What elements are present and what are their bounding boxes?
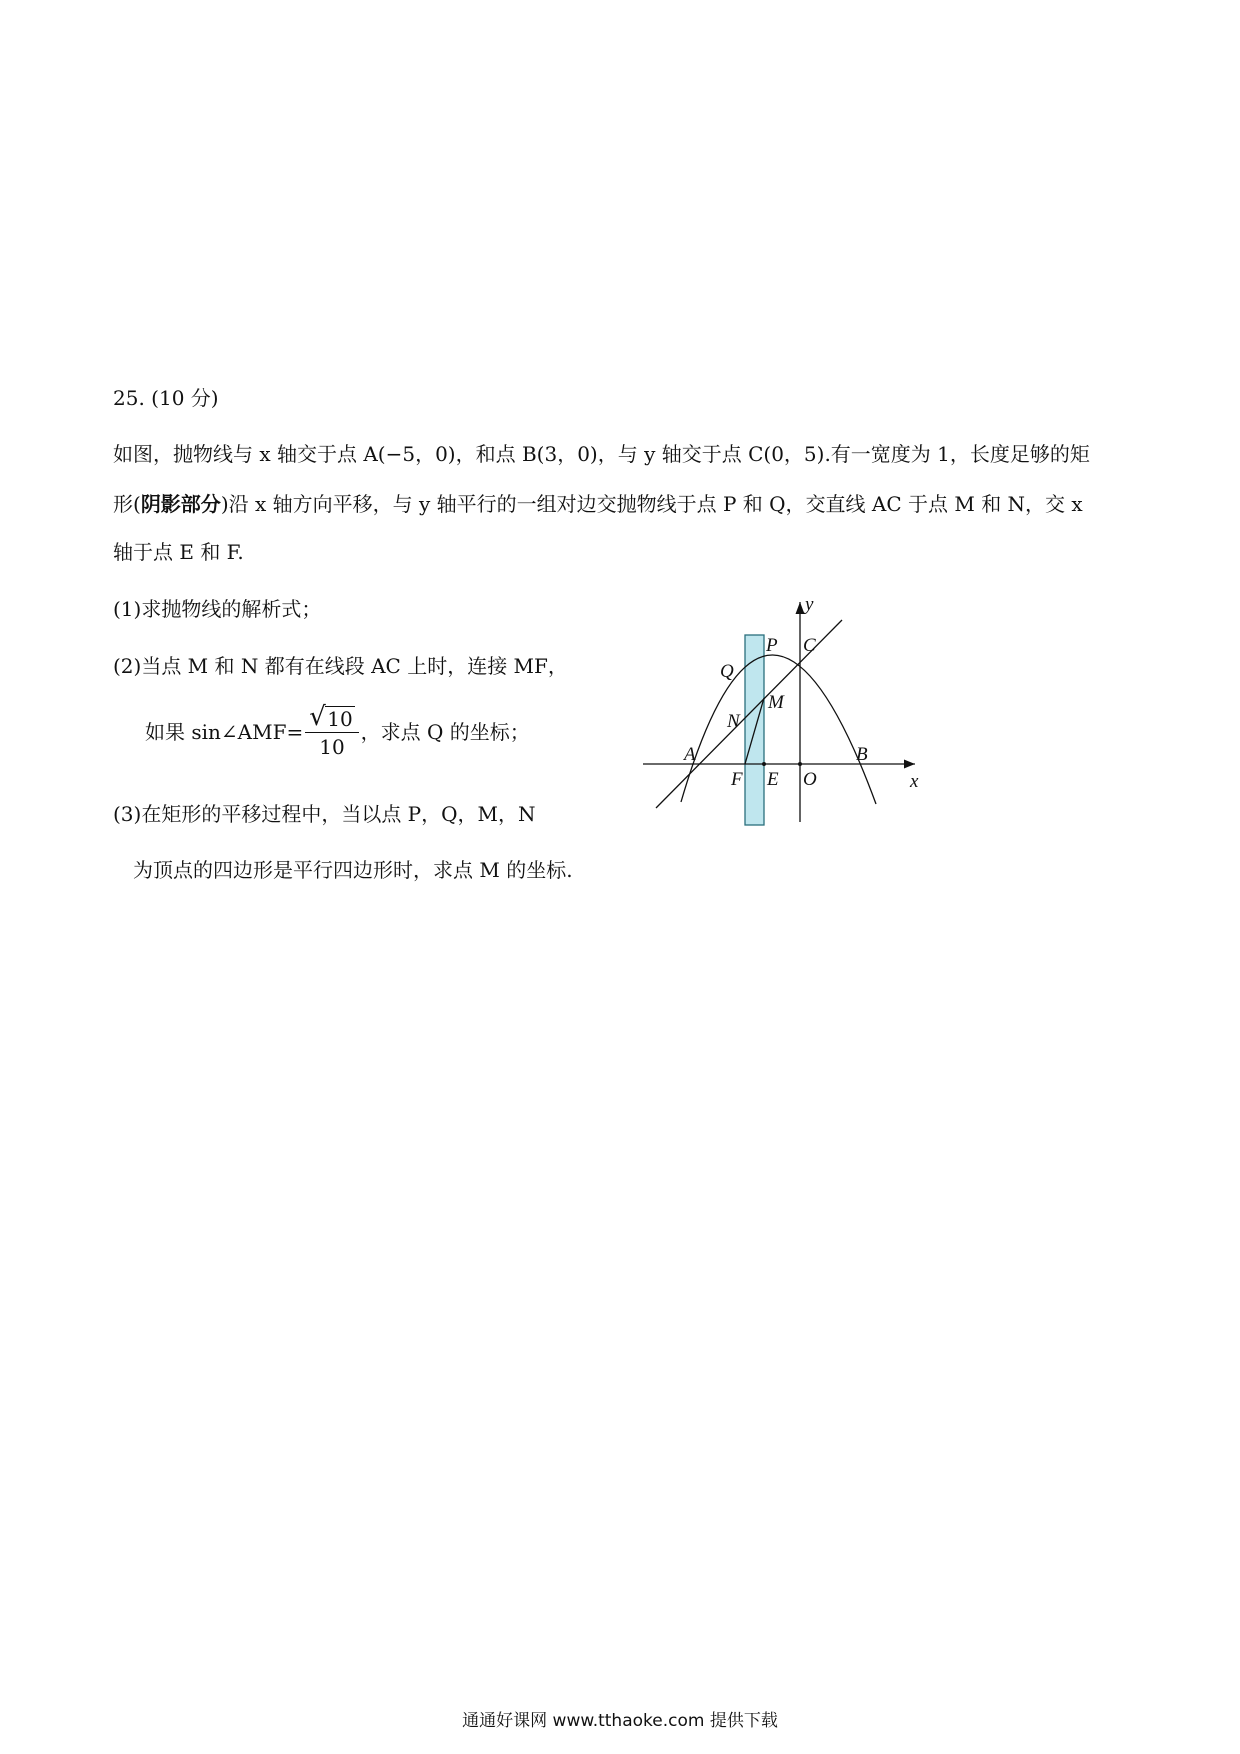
point-m-label: M bbox=[768, 692, 784, 713]
question-3-line-1: (3)在矩形的平移过程中，当以点 P，Q，M，N bbox=[113, 802, 536, 826]
point-o-label: O bbox=[803, 769, 817, 790]
question-3-line-2: 为顶点的四边形是平行四边形时，求点 M 的坐标. bbox=[133, 858, 573, 882]
intro-line-1: 如图，抛物线与 x 轴交于点 A(−5，0)，和点 B(3，0)，与 y 轴交于点 C(0，5).有一宽度为 1，长度足够的矩 bbox=[113, 442, 1090, 466]
fraction-numerator: 10 bbox=[327, 707, 353, 731]
point-e-dot bbox=[762, 762, 766, 766]
point-a-label: A bbox=[684, 744, 696, 765]
question-1: (1)求抛物线的解析式； bbox=[113, 597, 322, 621]
shaded-part-label: 阴影部分 bbox=[140, 492, 221, 516]
y-axis-arrow-icon bbox=[796, 602, 805, 614]
intro-line-2-start: 形( bbox=[113, 492, 141, 516]
problem-points: (10 分) bbox=[151, 386, 219, 410]
page-footer: 通通好课网 www.tthaoke.com 提供下载 bbox=[462, 1711, 778, 1731]
point-c-label: C bbox=[803, 635, 816, 656]
intro-line-3: 轴于点 E 和 F. bbox=[113, 540, 244, 564]
x-axis-arrow-icon bbox=[904, 760, 915, 769]
parabola-figure bbox=[640, 590, 940, 835]
point-q-label: Q bbox=[720, 661, 734, 682]
point-p-label: P bbox=[766, 635, 778, 656]
x-axis-label: x bbox=[910, 771, 919, 792]
problem-header bbox=[113, 384, 219, 412]
question-2-line-1: (2)当点 M 和 N 都有在线段 AC 上时，连接 MF， bbox=[113, 654, 568, 678]
fraction: √ 10 10 bbox=[305, 706, 358, 761]
point-f-label: F bbox=[731, 769, 743, 790]
question-2-suffix: ，求点 Q 的坐标； bbox=[360, 720, 530, 744]
problem-number: 25. bbox=[113, 386, 145, 410]
question-2-line-2 bbox=[145, 704, 530, 761]
point-n-label: N bbox=[727, 711, 740, 732]
point-b-label: B bbox=[856, 744, 868, 765]
y-axis-label: y bbox=[805, 594, 814, 615]
intro-line-2 bbox=[113, 490, 1083, 518]
intro-line-2-rest: )沿 x 轴方向平移，与 y 轴平行的一组对边交抛物线于点 P 和 Q，交直线 AC 于点 M 和 N，交 x bbox=[220, 492, 1083, 516]
point-o-dot bbox=[798, 762, 802, 766]
question-2-prefix: 如果 sin∠AMF= bbox=[145, 720, 304, 744]
fraction-denominator: 10 bbox=[319, 735, 345, 759]
point-e-label: E bbox=[767, 769, 779, 790]
